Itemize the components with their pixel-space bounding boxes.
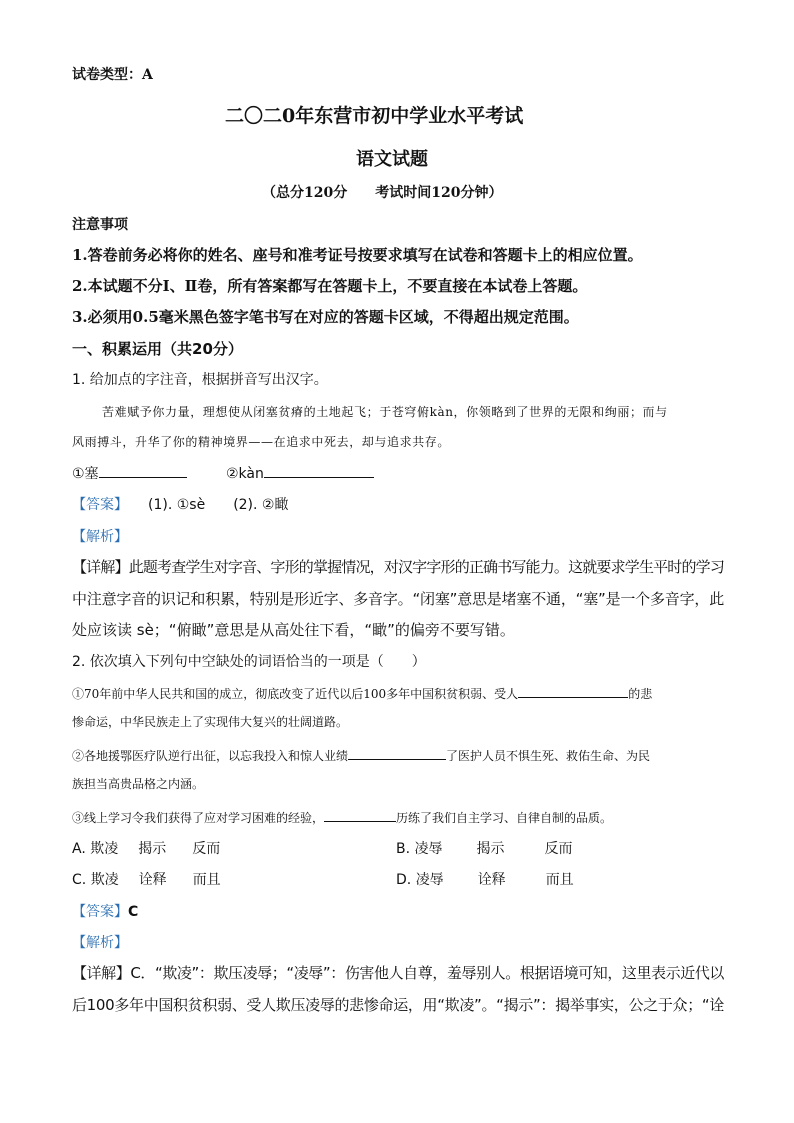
- q2-answer-text: C: [128, 904, 139, 920]
- paper-type: 试卷类型：A: [72, 67, 153, 83]
- notice-item-3: 3.必须用0.5毫米黑色签字笔书写在对应的答题卡区域，不得超出规定范围。: [72, 308, 579, 326]
- q1-answer: [72, 494, 288, 514]
- q1-blank-2: [226, 463, 374, 482]
- q1-detail-line-1: 【详解】此题考查学生对字音、字形的掌握情况，对汉字字形的正确书写能力。这就要求学生平时的学习: [72, 558, 724, 576]
- q2-option-b: B. 凌辱 揭示 反而: [396, 841, 573, 857]
- q2-blank-1: [518, 683, 628, 698]
- notice-item-2: 2.本试题不分Ⅰ、Ⅱ卷，所有答案都写在答题卡上，不要直接在本试卷上答题。: [72, 277, 588, 295]
- q1-blank-1-line: [99, 463, 187, 478]
- q1-blank-2-line: [264, 463, 374, 478]
- subject-title: 语文试题: [356, 149, 428, 170]
- q2-sentence-2-line-2: 族担当高贵品格之内涵。: [72, 777, 205, 791]
- q2-detail-line-1: 【详解】C．“欺凌”：欺压凌辱；“凌辱”：伤害他人自尊，羞辱别人。根据语境可知，这里表示近代以: [72, 964, 724, 982]
- q1-blank-1: [72, 463, 187, 483]
- notice-heading: 注意事项: [72, 217, 128, 233]
- q1-analysis-tag: 【解析】: [72, 529, 128, 545]
- notice-item-1: 1.答卷前务必将你的姓名、座号和准考证号按要求填写在试卷和答题卡上的相应位置。: [72, 246, 643, 264]
- q1-blank-1-label: ①塞: [72, 466, 99, 482]
- q1-answer-tag: 【答案】: [72, 497, 128, 513]
- q1-passage-line-2: 风雨搏斗，升华了你的精神境界——在追求中死去，却与追求共存。: [72, 435, 451, 449]
- section-heading: 一、积累运用（共20分）: [72, 340, 243, 358]
- q1-stem: 1. 给加点的字注音，根据拼音写出汉字。: [72, 372, 328, 388]
- q2-stem: 2. 依次填入下列句中空缺处的词语恰当的一项是（ ）: [72, 654, 426, 670]
- q2-sentence-2-line-1: ②各地援鄂医疗队逆行出征，以忘我投入和惊人业绩 了医护人员不惧生死、救佑生命、为民: [72, 745, 650, 764]
- q2-analysis-tag: 【解析】: [72, 935, 128, 951]
- q2-answer: [72, 901, 138, 921]
- q2-answer-tag: 【答案】: [72, 904, 128, 920]
- q1-passage-line-1: 苦难赋予你力量，理想使从闭塞贫瘠的土地起飞；于苍穹俯kàn，你领略到了世界的无限和绚丽；而与: [102, 405, 668, 419]
- q2-blank-2: [348, 745, 446, 760]
- q2-option-d: D. 凌辱 诠释 而且: [396, 872, 574, 888]
- q2-detail-line-2: 后100多年中国积贫积弱、受人欺压凌辱的悲惨命运，用“欺凌”。“揭示”：揭举事实，公之于众；“诠: [72, 996, 724, 1014]
- q2-sentence-3-line-1: ③线上学习令我们获得了应对学习困难的经验， 历练了我们自主学习、自律自制的品质。: [72, 807, 612, 826]
- q2-option-a: A. 欺凌 揭示 反而: [72, 841, 221, 857]
- exam-meta: （总分120分 考试时间120分钟）: [262, 185, 503, 201]
- exam-title: 二〇二0年东营市初中学业水平考试: [225, 105, 524, 127]
- q2-sentence-1-line-2: 惨命运，中华民族走上了实现伟大复兴的壮阔道路。: [72, 715, 349, 729]
- q1-detail-line-3: 处应该读 sè；“俯瞰”意思是从高处往下看，“瞰”的偏旁不要写错。: [72, 621, 515, 639]
- q1-detail-line-2: 中注意字音的识记和积累，特别是形近字、多音字。“闭塞”意思是堵塞不通，“塞”是一个多音字，此: [72, 590, 724, 608]
- q2-sentence-1-line-1: ①70年前中华人民共和国的成立，彻底改变了近代以后100多年中国积贫积弱、受人 的悲: [72, 683, 652, 702]
- q1-answer-text: (1). ①sè (2). ②瞰: [148, 497, 289, 513]
- q1-blank-2-label: ②kàn: [226, 466, 264, 482]
- q2-blank-3: [324, 807, 396, 822]
- q2-option-c: C. 欺凌 诠释 而且: [72, 872, 221, 888]
